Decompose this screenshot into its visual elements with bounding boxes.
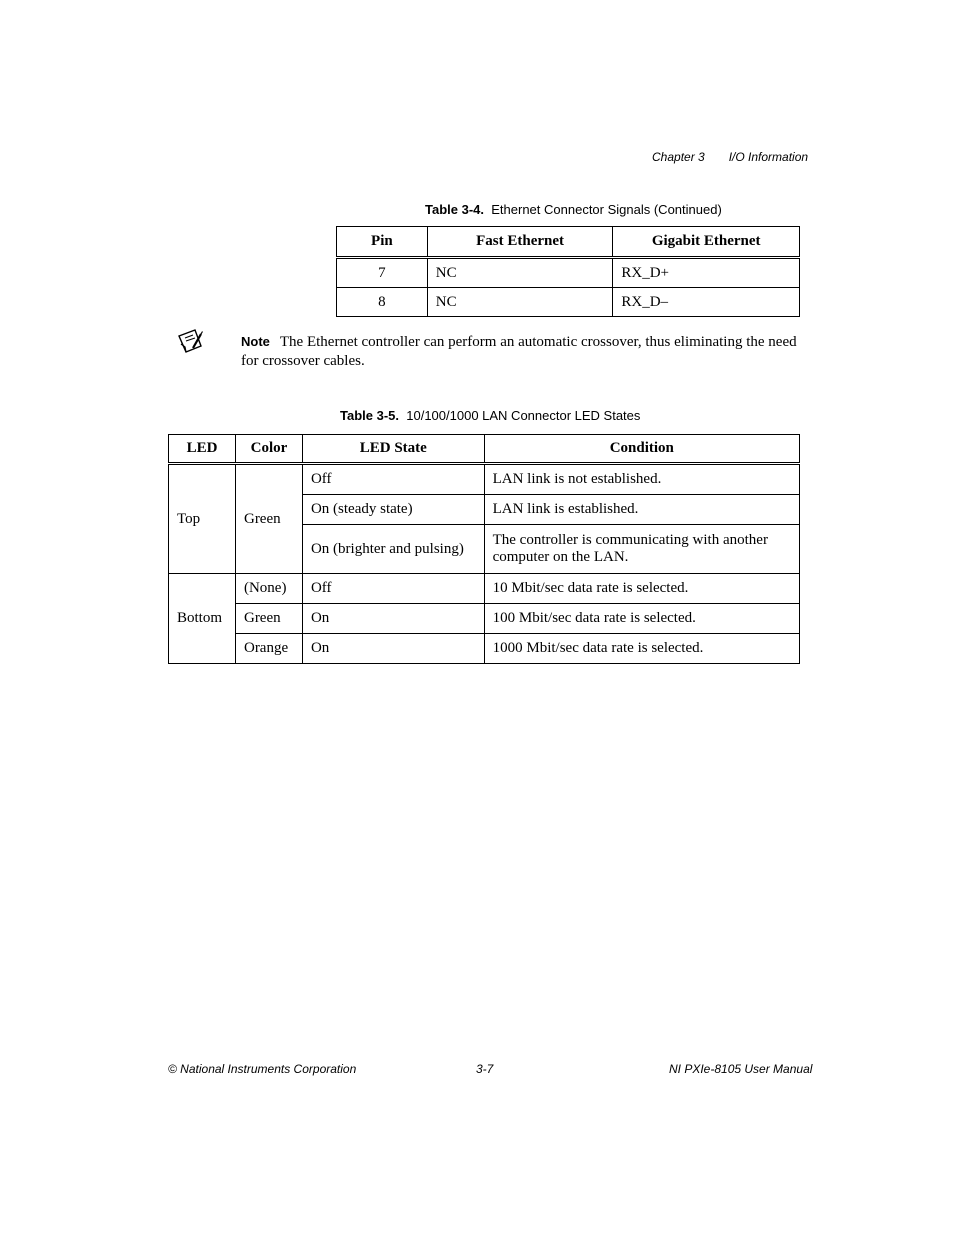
- color-cell: Orange: [235, 634, 302, 664]
- led-state-cell: On: [302, 634, 484, 664]
- condition-cell: The controller is communicating with another computer on the LAN.: [484, 525, 799, 574]
- note-paragraph: [241, 332, 801, 371]
- condition-cell: LAN link is established.: [484, 495, 799, 525]
- led-state-cell: Off: [302, 464, 484, 495]
- table-3-5-caption-label: Table 3-5.: [340, 408, 400, 423]
- section-label: I/O Information: [728, 150, 809, 164]
- column-header-led: LED: [169, 435, 236, 464]
- gigabit-ethernet-cell: RX_D+: [613, 258, 800, 288]
- table-header-row: [169, 435, 800, 464]
- led-state-cell: On: [302, 604, 484, 634]
- color-cell: Green: [235, 464, 302, 574]
- footer-page-number: 3-7: [476, 1062, 494, 1076]
- column-header-led-state: LED State: [302, 435, 484, 464]
- column-header-color: Color: [235, 435, 302, 464]
- led-state-cell: On (brighter and pulsing): [302, 525, 484, 574]
- led-cell: Bottom: [169, 574, 236, 664]
- color-cell: Green: [235, 604, 302, 634]
- note-label: Note: [241, 334, 270, 349]
- table-3-5-caption-title: 10/100/1000 LAN Connector LED States: [406, 408, 641, 423]
- table-header-row: [337, 227, 800, 258]
- fast-ethernet-cell: NC: [427, 258, 613, 288]
- footer-copyright: © National Instruments Corporation: [168, 1062, 357, 1076]
- column-header-condition: Condition: [484, 435, 799, 464]
- ethernet-signals-table: [336, 226, 800, 317]
- condition-cell: 1000 Mbit/sec data rate is selected.: [484, 634, 799, 664]
- lan-led-states-table: [168, 434, 800, 664]
- condition-cell: LAN link is not established.: [484, 464, 799, 495]
- column-header-pin: Pin: [337, 227, 428, 258]
- table-row: [169, 464, 800, 495]
- table-row: [337, 288, 800, 317]
- color-cell: (None): [235, 574, 302, 604]
- table-row: [169, 574, 800, 604]
- pin-cell: 7: [337, 258, 428, 288]
- led-state-cell: On (steady state): [302, 495, 484, 525]
- running-header: [652, 150, 808, 164]
- table-3-5-caption: [340, 408, 640, 423]
- gigabit-ethernet-cell: RX_D–: [613, 288, 800, 317]
- column-header-gigabit-ethernet: Gigabit Ethernet: [613, 227, 800, 258]
- condition-cell: 100 Mbit/sec data rate is selected.: [484, 604, 799, 634]
- footer-manual-title: NI PXIe-8105 User Manual: [669, 1062, 813, 1076]
- fast-ethernet-cell: NC: [427, 288, 613, 317]
- note-icon: [176, 327, 204, 355]
- table-row: [169, 604, 800, 634]
- table-3-4-caption: [425, 202, 722, 217]
- chapter-label: Chapter 3: [652, 150, 705, 164]
- note-text: The Ethernet controller can perform an automatic crossover, thus eliminating the need for crossover cables.: [241, 334, 797, 369]
- condition-cell: 10 Mbit/sec data rate is selected.: [484, 574, 799, 604]
- led-state-cell: Off: [302, 574, 484, 604]
- table-3-4-caption-label: Table 3-4.: [425, 202, 485, 217]
- table-row: [337, 258, 800, 288]
- column-header-fast-ethernet: Fast Ethernet: [427, 227, 613, 258]
- table-3-4-caption-title: Ethernet Connector Signals (Continued): [491, 202, 722, 217]
- led-cell: Top: [169, 464, 236, 574]
- table-row: [169, 634, 800, 664]
- pin-cell: 8: [337, 288, 428, 317]
